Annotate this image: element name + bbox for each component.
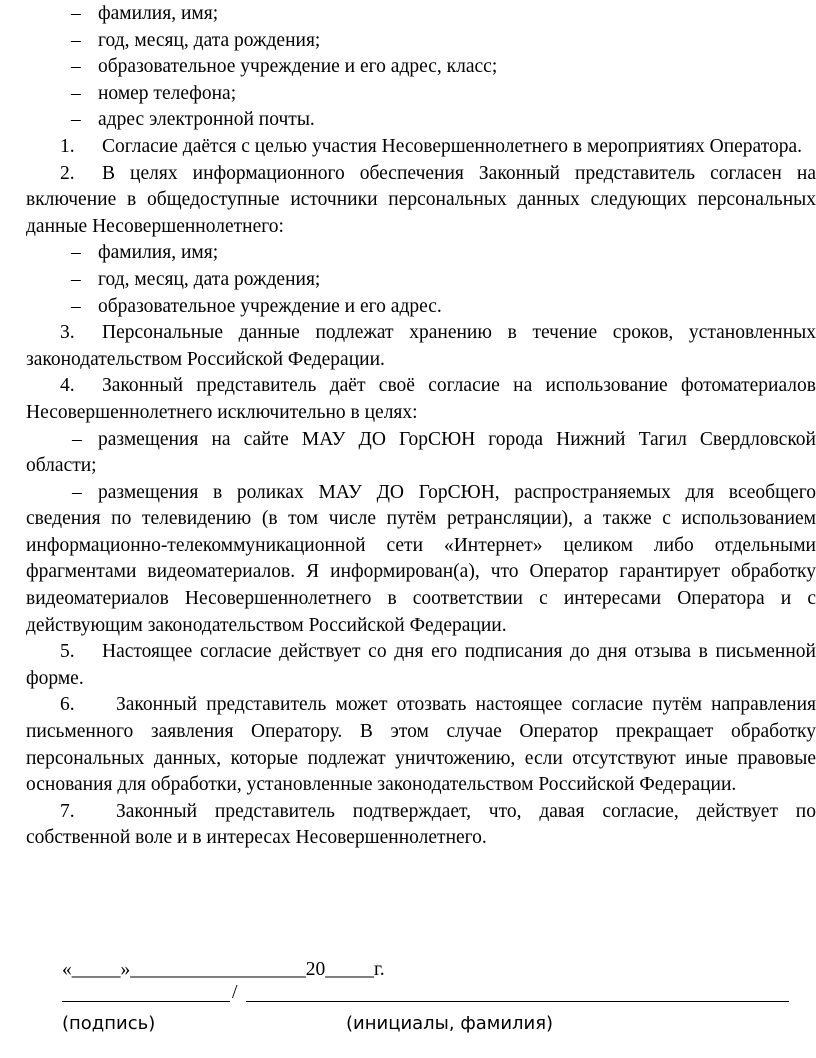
paragraph-text: В целях информационного обеспечения Законный представитель согласен на включение в общедоступные источники персональных данных следующих персональных данные Несовершеннолетнего:	[26, 162, 816, 237]
dash-marker: –	[71, 295, 81, 317]
dash-marker: –	[71, 82, 81, 104]
dash-marker: –	[71, 56, 81, 78]
paragraph-2	[26, 161, 816, 241]
paragraph-text: Законный представитель может отозвать настоящее согласие путём направления письменного заявления Оператору. В этом случае Оператор прекращает обработку персональных данных, которые подлежат уничтожению, если отсутствуют иные правовые основания для обработки, установленные законодательством Российской Федерации.	[26, 694, 816, 796]
list-item-text: фамилия, имя;	[98, 242, 219, 264]
paragraph-number: 1.	[60, 135, 75, 157]
list-item-text: фамилия, имя;	[98, 3, 219, 24]
dash-marker: –	[71, 242, 81, 264]
list-item-text: номер телефона;	[98, 82, 237, 104]
paragraph-text: Согласие даётся с целью участия Несовершеннолетнего в мероприятиях Оператора.	[102, 135, 803, 157]
paragraph-number: 2.	[60, 162, 75, 184]
paragraph-text: Настоящее согласие действует со дня его подписания до дня отзыва в письменной форме.	[26, 641, 816, 689]
paragraph-text: размещения на сайте МАУ ДО ГорСЮН города Нижний Тагил Свердловской области;	[26, 428, 816, 477]
date-line: «_____»__________________20_____г.	[62, 959, 385, 980]
signature-underline	[62, 1001, 230, 1002]
dash-marker: –	[72, 481, 82, 503]
paragraph-number: 3.	[60, 322, 75, 344]
paragraph-4-item	[26, 480, 816, 640]
list-item-text: образовательное учреждение и его адрес.	[98, 295, 442, 317]
list-item	[26, 1, 816, 28]
paragraph-7	[26, 799, 816, 852]
paragraph-number: 7.	[60, 800, 75, 822]
paragraph-text: Персональные данные подлежат хранению в течение сроков, установленных законодательством Российской Федерации.	[26, 322, 816, 370]
dash-marker: –	[71, 29, 81, 51]
paragraph-3	[26, 320, 816, 373]
paragraph-5	[26, 639, 816, 692]
list-item	[26, 240, 816, 267]
dash-marker: –	[72, 428, 82, 450]
dash-marker: –	[71, 3, 81, 24]
list-item	[26, 107, 816, 134]
name-underline	[246, 1001, 789, 1002]
list-item	[26, 267, 816, 294]
paragraph-number: 6.	[60, 694, 75, 716]
paragraph-text: размещения в роликах МАУ ДО ГорСЮН, распространяемых для всеобщего сведения по телевидению (в том числе путём ретрансляции), а также с использованием информационно-телекоммуникационной сети «Интернет» целиком либо отдельными фрагментами видеоматериалов. Я информирован(а), что Оператор гарантирует обработку видеоматериалов Несовершеннолетнего в соответствии с интересами Оператора и с действующим законодательством Российской Федерации.	[26, 481, 816, 636]
paragraph-number: 5.	[60, 641, 75, 663]
list-item	[26, 294, 816, 321]
list-item-text: год, месяц, дата рождения;	[98, 29, 321, 51]
paragraph-4	[26, 373, 816, 426]
list-item	[26, 54, 816, 81]
dash-marker: –	[71, 268, 81, 290]
list-item	[26, 28, 816, 55]
paragraph-text: Законный представитель даёт своё согласие на использование фотоматериалов Несовершеннолетнего исключительно в целях:	[26, 375, 816, 423]
list-item-text: образовательное учреждение и его адрес, класс;	[98, 56, 498, 78]
list-item-text: год, месяц, дата рождения;	[98, 268, 321, 290]
document-body	[26, 1, 816, 852]
list-item	[26, 81, 816, 108]
paragraph-text: Законный представитель подтверждает, что, давая согласие, действует по собственной воле и в интересах Несовершеннолетнего.	[26, 800, 816, 849]
caption-signature: (подпись)	[62, 1013, 156, 1034]
paragraph-4-item	[26, 427, 816, 480]
signature-row	[62, 984, 792, 1004]
paragraph-1	[26, 134, 816, 161]
paragraph-6	[26, 692, 816, 798]
dash-marker: –	[71, 109, 81, 131]
signature-slash: /	[232, 982, 238, 1003]
caption-name: (инициалы, фамилия)	[346, 1013, 554, 1034]
paragraph-number: 4.	[60, 375, 75, 397]
list-item-text: адрес электронной почты.	[98, 109, 315, 131]
